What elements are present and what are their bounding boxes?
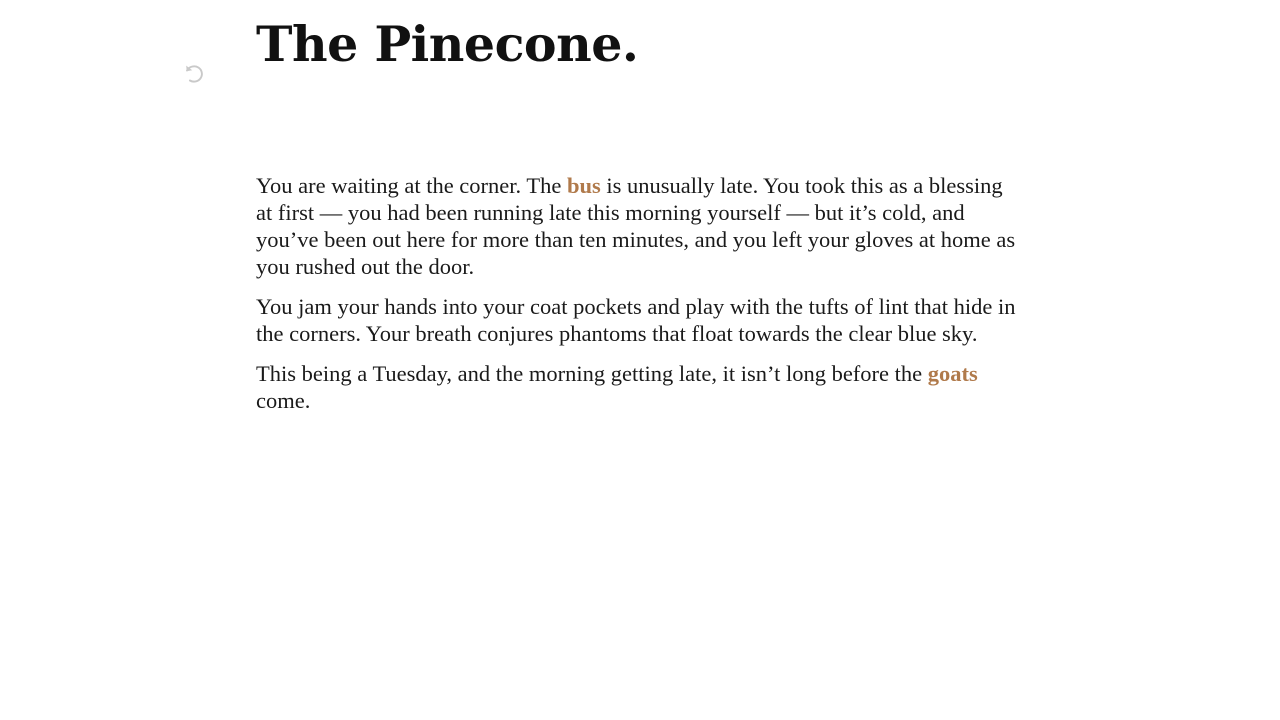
paragraph-text: is unusually late. You took this as a blessing at first — you had been running late this morning yourself — but it’s cold, and you’ve been out here for more than ten minutes, and you left your gloves at home as you rushed out the door. xyxy=(256,173,1016,279)
paragraph-text: This being a Tuesday, and the morning getting late, it isn’t long before the xyxy=(256,361,928,386)
paragraph-text: You are waiting at the corner. The xyxy=(256,173,567,198)
story-paragraph xyxy=(256,360,1024,414)
paragraph-text: You jam your hands into your coat pockets and play with the tufts of lint that hide in the corners. Your breath conjures phantoms that float towards the clear blue sky. xyxy=(256,294,1016,346)
undo-arrow-icon[interactable] xyxy=(178,58,210,90)
story-paragraph xyxy=(256,293,1024,347)
paragraph-text: come. xyxy=(256,388,311,413)
story-body xyxy=(256,172,1024,414)
story-link-bus[interactable]: bus xyxy=(566,173,601,198)
story-link-goats[interactable]: goats xyxy=(927,361,978,386)
story-paragraph xyxy=(256,172,1024,280)
page-title: The Pinecone. xyxy=(256,15,639,73)
